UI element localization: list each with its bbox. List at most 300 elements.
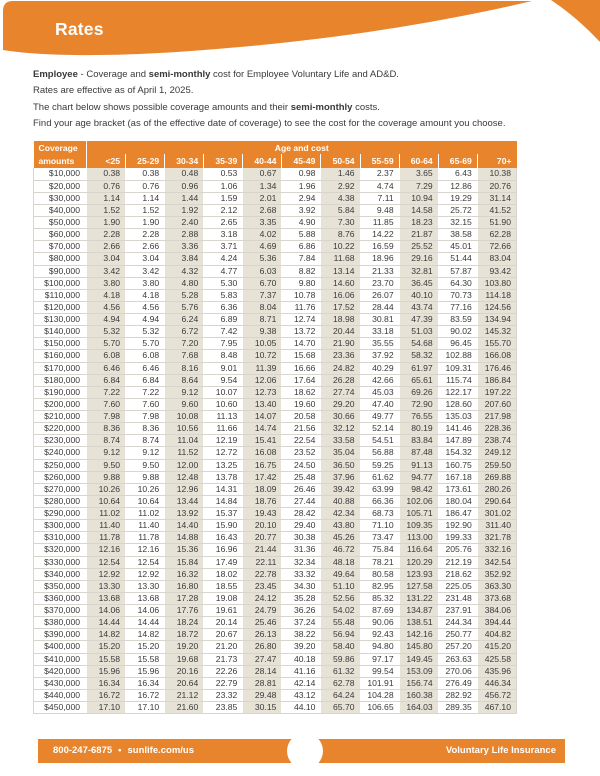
rate-cell: 10.64 [87,495,126,507]
rate-cell: 8.71 [243,314,282,326]
rate-cell: 26.80 [243,641,282,653]
rate-cell: 12.92 [126,568,165,580]
rate-cell: 332.16 [477,544,516,556]
rate-cell: 10.07 [204,386,243,398]
rate-cell: 4.69 [243,241,282,253]
age-column-header: 45-49 [282,154,321,168]
rate-cell: 18.24 [165,617,204,629]
rate-cell: 321.78 [477,532,516,544]
rate-cell: 160.75 [438,459,477,471]
rate-cell: 12.54 [87,556,126,568]
age-column-header: 60-64 [399,154,438,168]
rate-cell: 20.16 [165,665,204,677]
coverage-amount-cell: $320,000 [34,544,87,556]
rate-cell: 14.88 [165,532,204,544]
rate-cell: 394.44 [477,617,516,629]
rate-cell: 19.60 [282,398,321,410]
table-row [34,338,517,350]
rate-cell: 8.04 [243,301,282,313]
rate-cell: 26.13 [243,629,282,641]
rate-cell: 21.60 [165,702,204,714]
rate-cell: 61.97 [399,362,438,374]
rate-cell: 9.01 [204,362,243,374]
rate-cell: 141.46 [438,423,477,435]
rate-cell: 122.17 [438,386,477,398]
rate-cell: 13.78 [204,471,243,483]
intro-line-1: Employee - Coverage and semi-monthly cost for Employee Voluntary Life and AD&D. [33,69,399,80]
rate-cell: 22.78 [243,568,282,580]
coverage-amount-cell: $250,000 [34,459,87,471]
rate-cell: 7.29 [399,180,438,192]
rate-cell: 404.82 [477,629,516,641]
rate-cell: 212.19 [438,556,477,568]
table-row [34,411,517,423]
rate-cell: 13.25 [204,459,243,471]
rate-cell: 8.76 [321,229,360,241]
rate-cell: 11.85 [360,217,399,229]
rate-cell: 8.64 [165,374,204,386]
rate-cell: 33.32 [282,568,321,580]
rate-cell: 145.80 [399,641,438,653]
rate-cell: 154.32 [438,447,477,459]
rate-cell: 134.87 [399,605,438,617]
rate-cell: 30.15 [243,702,282,714]
rate-cell: 15.37 [204,508,243,520]
rate-cell: 13.92 [165,508,204,520]
rate-cell: 7.11 [360,192,399,204]
rate-cell: 29.20 [321,398,360,410]
rate-cell: 17.52 [321,301,360,313]
rate-cell: 29.16 [399,253,438,265]
rate-cell: 244.34 [438,617,477,629]
rate-cell: 5.76 [165,301,204,313]
rate-cell: 1.34 [243,180,282,192]
rate-cell: 4.18 [126,289,165,301]
rate-cell: 106.65 [360,702,399,714]
rate-cell: 115.74 [438,374,477,386]
rate-cell: 21.87 [399,229,438,241]
rate-cell: 8.82 [282,265,321,277]
rate-cell: 19.68 [165,653,204,665]
rate-cell: 2.12 [204,204,243,216]
footer-phone[interactable]: 800-247-6875 [53,745,113,756]
rate-cell: 76.55 [399,411,438,423]
rate-cell: 32.12 [321,423,360,435]
rate-cell: 56.88 [360,447,399,459]
rate-cell: 20.67 [204,629,243,641]
rate-cell: 5.84 [321,204,360,216]
footer-bullet-separator: • [118,745,122,756]
coverage-amount-cell: $30,000 [34,192,87,204]
rate-cell: 15.96 [126,665,165,677]
coverage-amount-cell: $380,000 [34,617,87,629]
table-row [34,192,517,204]
rate-cell: 15.58 [126,653,165,665]
table-row [34,580,517,592]
table-row [34,398,517,410]
rate-cell: 301.02 [477,508,516,520]
rate-cell: 16.43 [204,532,243,544]
rate-cell: 0.53 [204,168,243,180]
rate-cell: 4.90 [282,217,321,229]
rate-cell: 102.06 [399,495,438,507]
rate-cell: 28.44 [360,301,399,313]
rate-cell: 167.18 [438,471,477,483]
rate-cell: 9.12 [87,447,126,459]
coverage-amount-cell: $310,000 [34,532,87,544]
rate-cell: 16.80 [165,580,204,592]
coverage-amount-cell: $100,000 [34,277,87,289]
rate-cell: 290.64 [477,495,516,507]
rate-cell: 18.76 [243,495,282,507]
rate-cell: 11.76 [282,301,321,313]
rate-cell: 28.81 [243,677,282,689]
rate-cell: 22.11 [243,556,282,568]
rate-cell: 99.54 [360,665,399,677]
rate-cell: 31.14 [477,192,516,204]
rate-cell: 27.44 [282,495,321,507]
coverage-amount-cell: $430,000 [34,677,87,689]
rate-cell: 16.08 [243,447,282,459]
rate-cell: 10.26 [87,483,126,495]
coverage-amount-cell: $220,000 [34,423,87,435]
rate-cell: 225.05 [438,580,477,592]
coverage-amount-cell: $350,000 [34,580,87,592]
rate-cell: 282.92 [438,689,477,701]
rate-cell: 217.98 [477,411,516,423]
rate-cell: 153.09 [399,665,438,677]
rate-cell: 9.88 [87,471,126,483]
rate-cell: 21.73 [204,653,243,665]
rate-cell: 10.72 [243,350,282,362]
rate-cell: 5.30 [204,277,243,289]
rate-cell: 186.84 [477,374,516,386]
rate-cell: 16.34 [126,677,165,689]
rate-cell: 173.61 [438,483,477,495]
rate-cell: 6.84 [126,374,165,386]
coverage-amount-cell: $400,000 [34,641,87,653]
rate-cell: 54.68 [399,338,438,350]
footer-website-link[interactable]: sunlife.com/us [127,745,195,756]
coverage-amount-cell: $340,000 [34,568,87,580]
rate-cell: 12.96 [165,483,204,495]
rate-cell: 91.13 [399,459,438,471]
table-row [34,217,517,229]
coverage-amount-cell: $300,000 [34,520,87,532]
rate-cell: 23.32 [204,689,243,701]
rate-cell: 11.39 [243,362,282,374]
rate-cell: 9.38 [243,326,282,338]
rate-cell: 3.04 [126,253,165,265]
rate-cell: 4.94 [87,314,126,326]
rate-cell: 113.00 [399,532,438,544]
rate-cell: 58.40 [321,641,360,653]
age-column-header: 25-29 [126,154,165,168]
rate-cell: 22.79 [204,677,243,689]
rate-cell: 363.30 [477,580,516,592]
rate-cell: 160.38 [399,689,438,701]
rate-cell: 36.50 [321,459,360,471]
rate-cell: 14.06 [87,605,126,617]
rate-cell: 28.14 [243,665,282,677]
rate-cell: 46.72 [321,544,360,556]
rate-cell: 237.91 [438,605,477,617]
rate-cell: 85.32 [360,592,399,604]
rate-cell: 93.42 [477,265,516,277]
rate-cell: 3.35 [243,217,282,229]
rate-cell: 186.47 [438,508,477,520]
rate-cell: 47.39 [399,314,438,326]
rate-cell: 16.72 [126,689,165,701]
rate-cell: 5.32 [126,326,165,338]
rate-cell: 68.73 [360,508,399,520]
rate-cell: 64.30 [438,277,477,289]
rate-cell: 59.86 [321,653,360,665]
rate-cell: 36.45 [399,277,438,289]
rate-cell: 63.99 [360,483,399,495]
rate-cell: 2.01 [243,192,282,204]
rate-cell: 12.86 [438,180,477,192]
rate-cell: 55.48 [321,617,360,629]
rate-cell: 6.46 [87,362,126,374]
rate-cell: 11.40 [126,520,165,532]
rate-cell: 16.59 [360,241,399,253]
rate-cell: 20.64 [165,677,204,689]
age-column-header: 65-69 [438,154,477,168]
rate-cell: 30.81 [360,314,399,326]
rate-cell: 20.10 [243,520,282,532]
rate-cell: 35.04 [321,447,360,459]
rate-cell: 94.77 [399,471,438,483]
rates-table-body [34,168,517,714]
rate-cell: 124.56 [477,301,516,313]
rate-cell: 35.28 [282,592,321,604]
age-column-header: <25 [87,154,126,168]
rate-cell: 0.48 [165,168,204,180]
rate-cell: 6.72 [165,326,204,338]
rate-cell: 18.09 [243,483,282,495]
rate-cell: 4.38 [321,192,360,204]
rate-cell: 0.76 [87,180,126,192]
rate-cell: 6.46 [126,362,165,374]
rate-cell: 10.26 [126,483,165,495]
rate-cell: 6.70 [243,277,282,289]
rate-cell: 38.22 [282,629,321,641]
rate-cell: 16.32 [165,568,204,580]
table-row [34,253,517,265]
rate-cell: 65.70 [321,702,360,714]
rate-cell: 80.19 [399,423,438,435]
rate-cell: 127.58 [399,580,438,592]
rate-cell: 14.58 [399,204,438,216]
rate-cell: 11.02 [126,508,165,520]
rate-cell: 9.54 [204,374,243,386]
rate-cell: 6.24 [165,314,204,326]
rate-cell: 40.88 [321,495,360,507]
rate-cell: 23.52 [282,447,321,459]
rate-cell: 7.98 [126,411,165,423]
table-row [34,653,517,665]
rate-cell: 104.28 [360,689,399,701]
rate-cell: 7.60 [126,398,165,410]
coverage-amount-cell: $40,000 [34,204,87,216]
table-row [34,689,517,701]
rate-cell: 40.10 [399,289,438,301]
rate-cell: 27.74 [321,386,360,398]
rate-cell: 6.08 [126,350,165,362]
coverage-amount-cell: $230,000 [34,435,87,447]
rate-cell: 4.02 [243,229,282,241]
rates-table-header [34,141,517,168]
rate-cell: 9.80 [282,277,321,289]
table-row [34,229,517,241]
rate-cell: 4.24 [204,253,243,265]
rate-cell: 5.28 [165,289,204,301]
rate-cell: 5.83 [204,289,243,301]
rate-cell: 52.56 [321,592,360,604]
rate-cell: 62.28 [477,229,516,241]
rate-cell: 19.43 [243,508,282,520]
rate-cell: 10.64 [126,495,165,507]
age-and-cost-header: Age and cost [87,141,517,154]
rate-cell: 20.58 [282,411,321,423]
rate-cell: 92.43 [360,629,399,641]
rate-cell: 142.16 [399,629,438,641]
rate-cell: 64.24 [321,689,360,701]
rate-cell: 9.12 [126,447,165,459]
rate-cell: 4.56 [87,301,126,313]
coverage-amount-cell: $330,000 [34,556,87,568]
rate-cell: 26.28 [321,374,360,386]
age-column-header: 35-39 [204,154,243,168]
rate-cell: 33.18 [360,326,399,338]
rate-cell: 2.28 [87,229,126,241]
footer-contact [53,739,194,763]
rate-cell: 12.16 [126,544,165,556]
table-age-header-row [34,154,517,168]
coverage-amount-cell: $140,000 [34,326,87,338]
page-title: Rates [55,19,104,39]
rate-cell: 90.06 [360,617,399,629]
rate-cell: 1.06 [204,180,243,192]
rate-cell: 7.95 [204,338,243,350]
rate-cell: 44.10 [282,702,321,714]
rate-cell: 16.96 [204,544,243,556]
intro-line-2: Rates are effective as of April 1, 2025. [33,85,194,97]
rate-cell: 1.92 [165,204,204,216]
coverage-amount-cell: $440,000 [34,689,87,701]
rate-cell: 87.48 [399,447,438,459]
rate-cell: 23.36 [321,350,360,362]
rate-cell: 11.04 [165,435,204,447]
rate-cell: 90.02 [438,326,477,338]
rate-cell: 1.59 [204,192,243,204]
rate-cell: 15.36 [165,544,204,556]
table-row [34,277,517,289]
rate-cell: 6.03 [243,265,282,277]
rate-cell: 10.38 [477,168,516,180]
intro-line-4: Find your age bracket (as of the effective date of coverage) to see the cost for the coverage amount you choose. [33,118,506,130]
rate-cell: 13.40 [243,398,282,410]
rate-cell: 45.03 [360,386,399,398]
rate-cell: 41.52 [477,204,516,216]
rate-cell: 69.26 [399,386,438,398]
rate-cell: 263.63 [438,653,477,665]
rate-cell: 12.19 [204,435,243,447]
rate-cell: 289.35 [438,702,477,714]
rate-cell: 384.06 [477,605,516,617]
table-row [34,641,517,653]
rate-cell: 4.18 [87,289,126,301]
rate-cell: 3.71 [204,241,243,253]
rate-cell: 42.34 [321,508,360,520]
rate-cell: 15.84 [165,556,204,568]
rate-cell: 19.61 [204,605,243,617]
rate-cell: 14.74 [243,423,282,435]
table-row [34,556,517,568]
rate-cell: 231.48 [438,592,477,604]
age-column-header: 40-44 [243,154,282,168]
coverage-amount-cell: $130,000 [34,314,87,326]
table-row [34,180,517,192]
coverage-amount-cell: $20,000 [34,180,87,192]
rate-cell: 199.33 [438,532,477,544]
table-row [34,265,517,277]
rate-cell: 11.40 [87,520,126,532]
table-row [34,483,517,495]
rate-cell: 23.70 [360,277,399,289]
rate-cell: 13.30 [126,580,165,592]
rate-cell: 415.20 [477,641,516,653]
rate-cell: 21.90 [321,338,360,350]
rate-cell: 7.37 [243,289,282,301]
rate-cell: 120.29 [399,556,438,568]
rate-cell: 21.44 [243,544,282,556]
rate-cell: 342.54 [477,556,516,568]
rate-cell: 7.60 [87,398,126,410]
coverage-amount-cell: $200,000 [34,398,87,410]
rate-cell: 8.16 [165,362,204,374]
rate-cell: 14.44 [126,617,165,629]
rate-cell: 24.82 [321,362,360,374]
coverage-amount-cell: $190,000 [34,386,87,398]
rate-cell: 29.48 [243,689,282,701]
footer-product-name: Voluntary Life Insurance [445,745,556,756]
rate-cell: 21.56 [282,423,321,435]
rate-cell: 20.44 [321,326,360,338]
rate-cell: 27.47 [243,653,282,665]
rate-cell: 47.40 [360,398,399,410]
coverage-amount-cell: $170,000 [34,362,87,374]
rate-cell: 15.58 [87,653,126,665]
footer-ribbon-notch [287,733,323,769]
rate-cell: 15.20 [87,641,126,653]
table-row [34,423,517,435]
rate-cell: 57.87 [438,265,477,277]
rate-cell: 48.18 [321,556,360,568]
table-row [34,677,517,689]
coverage-amount-cell: $450,000 [34,702,87,714]
rate-cell: 9.50 [87,459,126,471]
rate-cell: 1.52 [126,204,165,216]
coverage-amount-cell: $390,000 [34,629,87,641]
rate-cell: 149.45 [399,653,438,665]
rate-cell: 0.76 [126,180,165,192]
rate-cell: 28.42 [282,508,321,520]
rate-cell: 197.22 [477,386,516,398]
rate-cell: 1.46 [321,168,360,180]
rate-cell: 37.96 [321,471,360,483]
